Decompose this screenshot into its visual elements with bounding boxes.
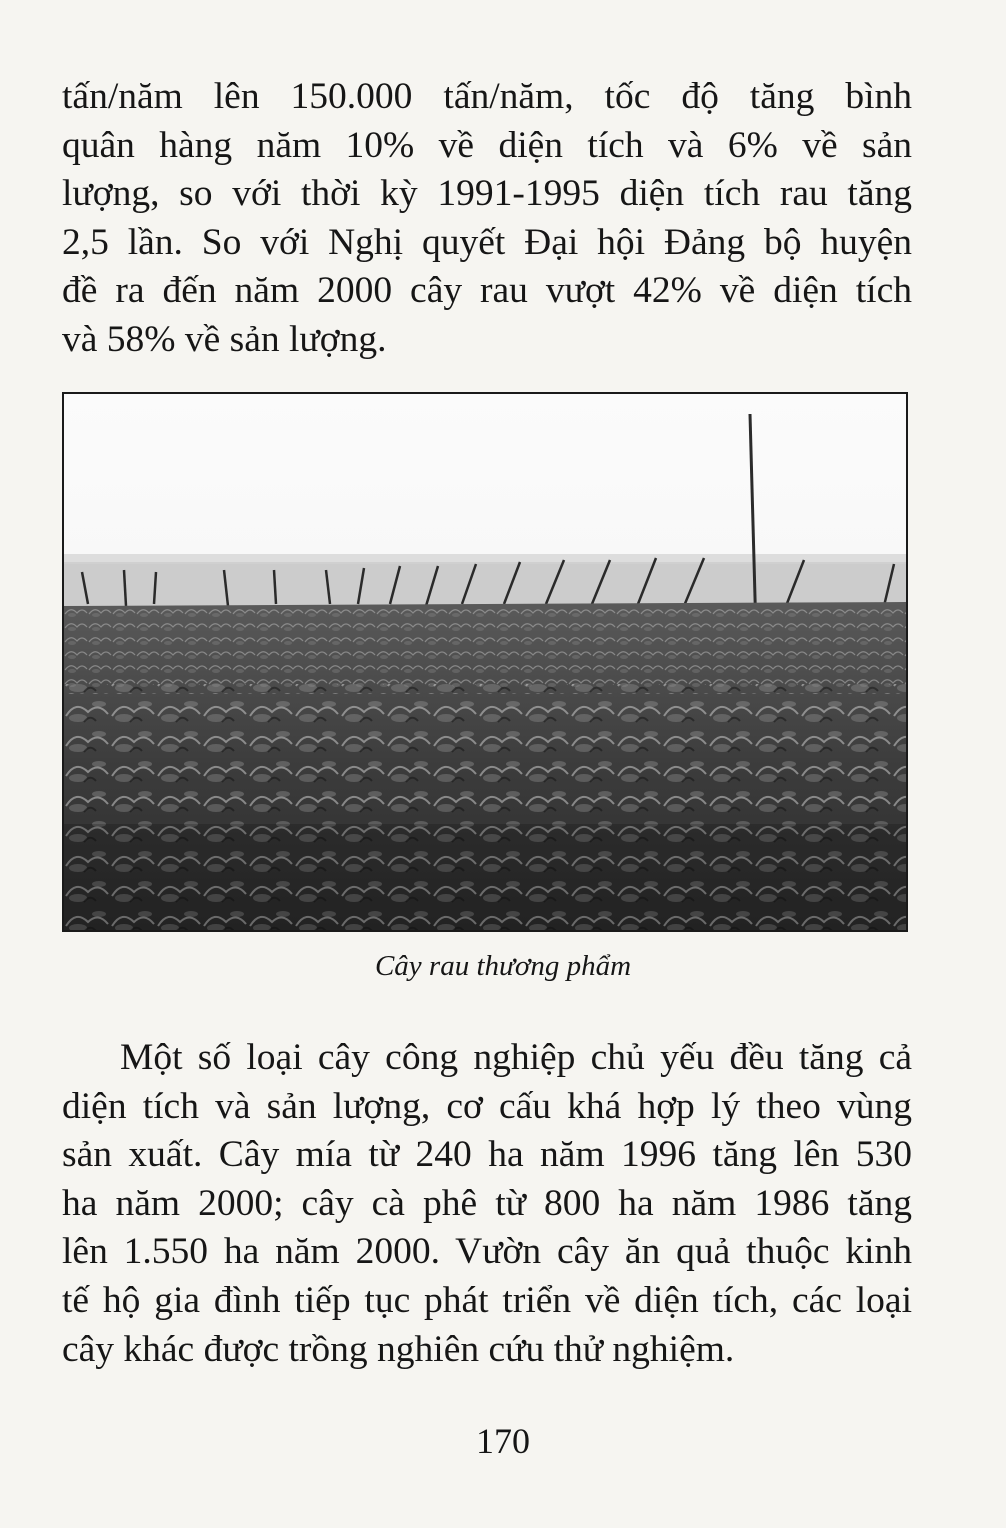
text-line: ha năm 2000; cây cà phê từ 800 ha năm 1986 tăng — [62, 1182, 912, 1224]
vegetable-field-illustration — [64, 394, 906, 930]
body-paragraph-1 — [62, 73, 912, 365]
body-paragraph-2 — [62, 1034, 912, 1374]
text-line: tấn/năm lên 150.000 tấn/năm, tốc độ tăng bình — [62, 76, 912, 117]
text-line: sản xuất. Cây mía từ 240 ha năm 1996 tăng lên 530 — [62, 1134, 912, 1176]
vegetable-field-photo — [62, 392, 908, 932]
text-line: 2,5 lần. So với Nghị quyết Đại hội Đảng bộ huyện — [62, 221, 912, 263]
text-line: lượng, so với thời kỳ 1991-1995 diện tích rau tăng — [62, 173, 912, 215]
figure-caption: Cây rau thương phẩm — [374, 950, 632, 982]
text-line: cây khác được trồng nghiên cứu thử nghiệm. — [62, 1328, 735, 1370]
text-line: Một số loại cây công nghiệp chủ yếu đều tăng cả — [120, 1037, 912, 1078]
text-line: quân hàng năm 10% về diện tích và 6% về sản — [62, 124, 912, 166]
text-line: tế hộ gia đình tiếp tục phát triển về diện tích, các loại — [62, 1279, 912, 1321]
text-line: diện tích và sản lượng, cơ cấu khá hợp lý theo vùng — [62, 1085, 912, 1127]
text-line: đề ra đến năm 2000 cây rau vượt 42% về diện tích — [62, 270, 912, 312]
text-line: lên 1.550 ha năm 2000. Vườn cây ăn quả thuộc kinh — [62, 1231, 912, 1273]
page-number: 170 — [476, 1421, 530, 1461]
text-line: và 58% về sản lượng. — [62, 318, 387, 360]
